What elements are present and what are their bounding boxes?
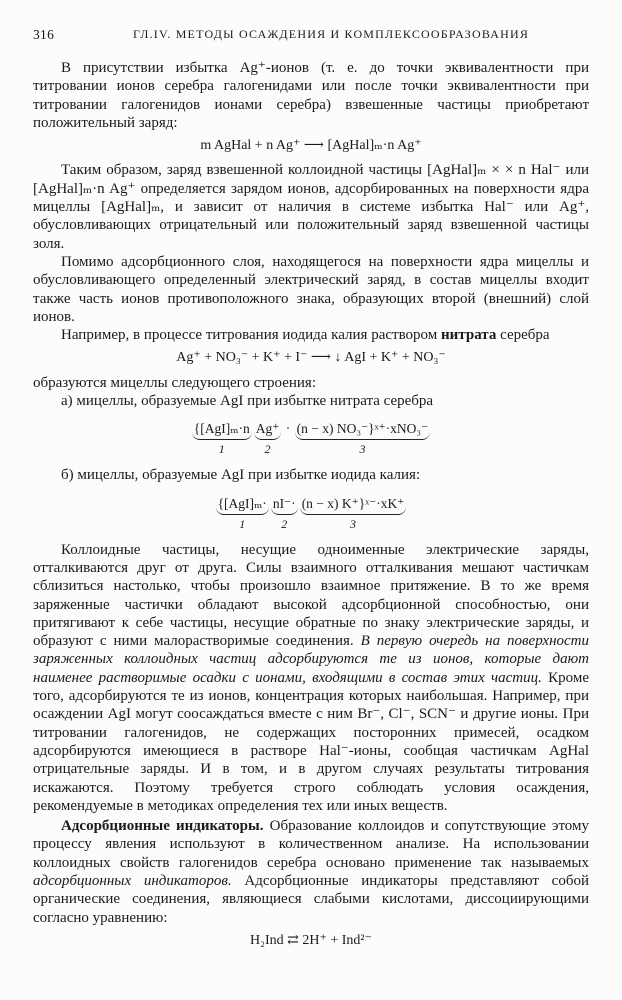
paragraph — [33, 817, 589, 927]
formula-titration: Ag⁺ + NO₃⁻ + K⁺ + I⁻ ⟶ ↓ AgI + K⁺ + NO₃⁻ — [176, 350, 446, 366]
schema-part-1 — [192, 420, 252, 457]
italic-run: адсорбционных индикаторов. — [33, 872, 232, 889]
schema-part-3 — [300, 495, 407, 531]
running-title: ГЛ.IV. МЕТОДЫ ОСАЖДЕНИЯ И КОМПЛЕКСООБРАЗОВАНИЯ — [133, 27, 530, 41]
paragraph — [33, 326, 589, 344]
schema-label: 2 — [264, 442, 271, 457]
bold-term: нитрата — [441, 327, 497, 344]
page-number: 316 — [33, 27, 55, 42]
schema-part-2 — [254, 420, 282, 457]
list-item-a: а) мицеллы, образуемые AgI при избытке нитрата серебра — [61, 393, 434, 410]
schema-text: {[AgI]ₘ· — [217, 495, 267, 511]
schema-text: {[AgI]ₘ·n — [193, 421, 250, 437]
schema-text: Ag⁺ — [255, 421, 280, 437]
text-run: Адсорбционные индикаторы представляют собой органические соединения, являющиеся слабыми кислотами, диссоциирующими согласно уравнению: — [33, 872, 589, 926]
list-item-b: б) мицеллы, образуемые AgI при избытке иодида калия: — [61, 467, 421, 484]
page-body — [33, 59, 589, 956]
micelle-schema-a: {[AgI]ₘ·n 1 Ag⁺ 2 · (n − x) NO₃⁻}ˣ⁺·xNO₃⁻ 3 — [193, 421, 429, 457]
schema-label: 1 — [239, 516, 246, 531]
section-heading: Адсорбционные индикаторы. — [61, 818, 264, 835]
paragraph: Помимо адсорбционного слоя, находящегося на поверхности ядра мицеллы и обусловливающего определенный электрический заряд, в состав мицеллы входит также часть ионов противоположного знака, образующих второй (внешний) слой ионов. — [33, 253, 589, 325]
schema-text: nI⁻· — [272, 495, 296, 511]
text-run: Коллоидные частицы, несущие одноименные электрические заряды, отталкиваются друг от друга. Силы взаимного отталкивания мешают частичкам сблизиться настолько, чтобы произошло взаимное притяжение. В то же время заряженные частички обладают высокой адсорбционной способностью, они притягивают к себе частицы, несущие обратные по знаку электрические заряды, и образуют с ними малорастворимые соединения. — [33, 541, 589, 650]
schema-text: (n − x) NO₃⁻}ˣ⁺·xNO₃⁻ — [296, 421, 429, 437]
paragraph: образуются мицеллы следующего строения: — [33, 374, 316, 391]
text-run: Кроме того, адсорбируются те из ионов, концентрация которых наибольшая. Например, при осаждении AgI могут соосаждаться вместе с ним Br⁻, Cl⁻, SCN⁻ и другие ионы. При титровании галогенидов, не содержащих посторонних примесей, осадком адсорбируются имеющиеся в растворе Hal⁻-ионы, сообщая частичкам AgHal отрицательные заряды. И в том, и в другом случаях результаты титрования искажаются. Поэтому требуется строго соблюдать условия осаждения, рекомендуемые в методиках определения тех или иных веществ. — [33, 669, 590, 814]
paragraph: Таким образом, заряд взвешенной коллоидной частицы [AgHal]ₘ × × n Hal⁻ или [AgHal]ₘ·n Ag⁺ определяется зарядом ионов, адсорбированных на поверхности ядра мицеллы [AgHal]ₘ, и зависит от наличия в системе избытка Hal⁻ или Ag⁺, обусловливающих отрицательный или положительный заряд взвешенной частицы золя. — [33, 162, 589, 252]
schema-label: 2 — [281, 516, 288, 531]
formula-indicator: H₂Ind ⇄ 2H⁺ + Ind²⁻ — [249, 932, 373, 948]
text-run: Например, в процессе титрования иодида калия раствором — [61, 327, 438, 344]
text-run: серебра — [500, 327, 550, 344]
paragraph: В присутствии избытка Ag⁺-ионов (т. е. до точки эквивалентности при титровании ионов серебра галогенидами или после точки эквивалентности при титровании галогенидов ионами серебра) взвешенные частицы приобретают положительный заряд: — [33, 60, 589, 131]
schema-part-1 — [216, 495, 269, 531]
schema-label: 1 — [218, 442, 225, 457]
text-run: Образование коллоидов и сопутствующие этому процессу явления используют в количественном анализе. На использовании коллоидных свойств галогенидов серебра основано применение так называемых — [33, 818, 590, 871]
schema-text: (n − x) K⁺}ˣ⁻·xK⁺ — [301, 495, 405, 511]
paragraph — [33, 541, 589, 815]
formula-adsorption: m AgHal + n Ag⁺ ⟶ [AgHal]ₘ·n Ag⁺ — [200, 138, 422, 154]
schema-label: 3 — [350, 516, 357, 531]
schema-part-2 — [271, 495, 298, 531]
micelle-schema-b — [33, 495, 589, 531]
italic-run: В первую очередь на поверхности заряженных коллоидных частиц адсорбируются те из ионов, которые дают наименее растворимые осадки с ионами, входящими в состав этих частиц. — [33, 633, 589, 686]
schema-label: 3 — [359, 442, 366, 457]
